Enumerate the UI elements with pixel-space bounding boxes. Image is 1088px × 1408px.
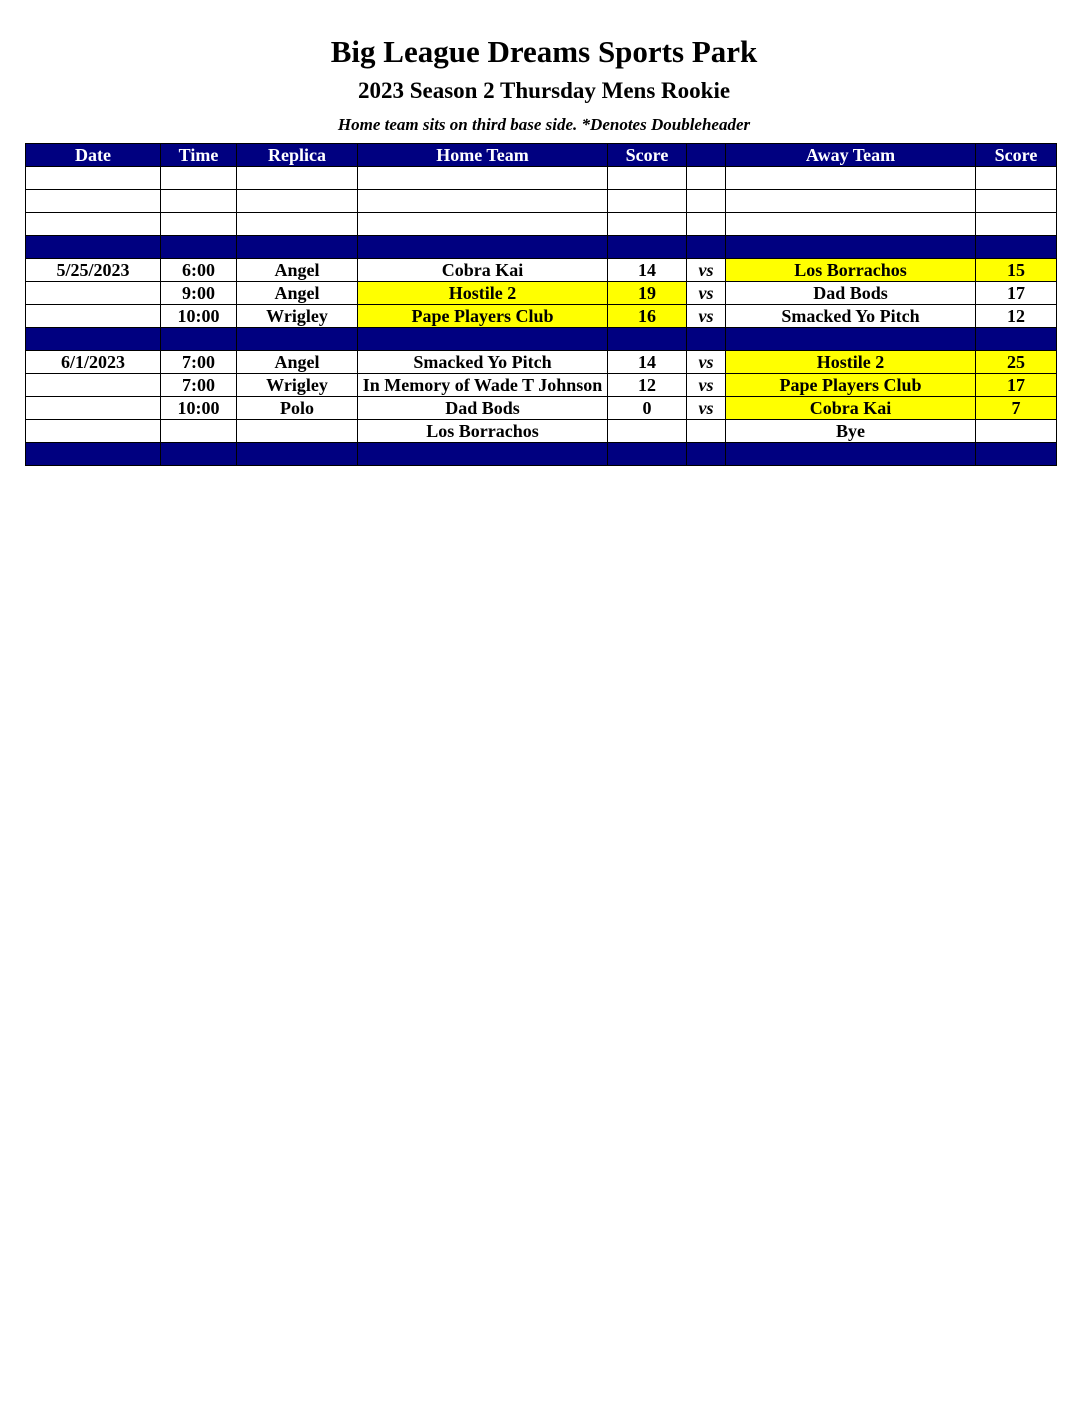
game-row <box>26 351 1057 374</box>
col-header-date: Date <box>26 144 161 167</box>
empty-cell <box>608 167 687 190</box>
home-team: Smacked Yo Pitch <box>358 351 608 374</box>
empty-row <box>26 213 1057 236</box>
empty-cell <box>161 167 237 190</box>
game-date-empty <box>26 282 161 305</box>
col-header-away-score: Score <box>976 144 1057 167</box>
empty-cell <box>726 213 976 236</box>
game-row <box>26 374 1057 397</box>
empty-cell <box>687 190 726 213</box>
home-score: 12 <box>608 374 687 397</box>
empty-cell <box>608 213 687 236</box>
game-time: 10:00 <box>161 305 237 328</box>
empty-cell <box>161 213 237 236</box>
game-field: Polo <box>237 397 358 420</box>
empty-cell <box>161 190 237 213</box>
game-row <box>26 305 1057 328</box>
home-score: 14 <box>608 351 687 374</box>
game-date: 5/25/2023 <box>26 259 161 282</box>
empty-cell <box>237 190 358 213</box>
page-subtitle: 2023 Season 2 Thursday Mens Rookie <box>357 78 731 103</box>
game-field-empty <box>237 420 358 443</box>
vs-label: vs <box>687 374 726 397</box>
empty-cell <box>687 167 726 190</box>
game-date-empty <box>26 420 161 443</box>
empty-cell <box>608 190 687 213</box>
home-score-empty <box>608 420 687 443</box>
game-field: Wrigley <box>237 305 358 328</box>
col-header-away-team: Away Team <box>726 144 976 167</box>
vs-label: vs <box>687 351 726 374</box>
vs-label: vs <box>687 282 726 305</box>
empty-cell <box>237 213 358 236</box>
game-time: 10:00 <box>161 397 237 420</box>
game-row <box>26 259 1057 282</box>
game-field: Wrigley <box>237 374 358 397</box>
col-header-time: Time <box>161 144 237 167</box>
col-header-home-team: Home Team <box>358 144 608 167</box>
col-header-vs <box>687 144 726 167</box>
home-score: 14 <box>608 259 687 282</box>
separator-row <box>26 443 1057 466</box>
empty-cell <box>358 190 608 213</box>
home-team: Pape Players Club <box>358 305 608 328</box>
vs-label: vs <box>687 397 726 420</box>
away-team: Smacked Yo Pitch <box>726 305 976 328</box>
empty-cell <box>726 190 976 213</box>
away-score: 12 <box>976 305 1057 328</box>
bye-label: Bye <box>726 420 976 443</box>
away-score: 7 <box>976 397 1057 420</box>
empty-cell <box>976 213 1057 236</box>
bye-row <box>26 420 1057 443</box>
game-time: 6:00 <box>161 259 237 282</box>
away-team: Los Borrachos <box>726 259 976 282</box>
empty-cell <box>237 167 358 190</box>
empty-cell <box>26 190 161 213</box>
away-score: 17 <box>976 282 1057 305</box>
away-score-empty <box>976 420 1057 443</box>
game-time: 7:00 <box>161 374 237 397</box>
vs-label: vs <box>687 305 726 328</box>
separator-row <box>26 236 1057 259</box>
game-date-empty <box>26 374 161 397</box>
empty-cell <box>358 167 608 190</box>
home-team: Dad Bods <box>358 397 608 420</box>
home-score: 0 <box>608 397 687 420</box>
away-team: Pape Players Club <box>726 374 976 397</box>
separator-row <box>26 328 1057 351</box>
game-date-empty <box>26 397 161 420</box>
vs-empty <box>687 420 726 443</box>
table-header-row <box>26 144 1057 167</box>
home-team: Cobra Kai <box>358 259 608 282</box>
away-score: 17 <box>976 374 1057 397</box>
empty-cell <box>26 213 161 236</box>
game-time-empty <box>161 420 237 443</box>
empty-cell <box>976 190 1057 213</box>
home-team: Hostile 2 <box>358 282 608 305</box>
game-time: 7:00 <box>161 351 237 374</box>
page-title: Big League Dreams Sports Park <box>330 34 758 69</box>
home-score: 19 <box>608 282 687 305</box>
empty-cell <box>26 167 161 190</box>
page-note: Home team sits on third base side. *Denotes Doubleheader <box>337 115 751 134</box>
bye-team: Los Borrachos <box>358 420 608 443</box>
empty-cell <box>726 167 976 190</box>
empty-row <box>26 190 1057 213</box>
home-score: 16 <box>608 305 687 328</box>
empty-cell <box>687 213 726 236</box>
game-field: Angel <box>237 351 358 374</box>
game-date: 6/1/2023 <box>26 351 161 374</box>
away-score: 15 <box>976 259 1057 282</box>
game-row <box>26 397 1057 420</box>
col-header-home-score: Score <box>608 144 687 167</box>
col-header-replica: Replica <box>237 144 358 167</box>
away-team: Cobra Kai <box>726 397 976 420</box>
game-field: Angel <box>237 282 358 305</box>
home-team: In Memory of Wade T Johnson <box>358 374 608 397</box>
game-row <box>26 282 1057 305</box>
vs-label: vs <box>687 259 726 282</box>
away-team: Dad Bods <box>726 282 976 305</box>
empty-cell <box>976 167 1057 190</box>
away-team: Hostile 2 <box>726 351 976 374</box>
empty-cell <box>358 213 608 236</box>
empty-row <box>26 167 1057 190</box>
game-date-empty <box>26 305 161 328</box>
game-time: 9:00 <box>161 282 237 305</box>
game-field: Angel <box>237 259 358 282</box>
schedule-table <box>25 143 1057 466</box>
away-score: 25 <box>976 351 1057 374</box>
